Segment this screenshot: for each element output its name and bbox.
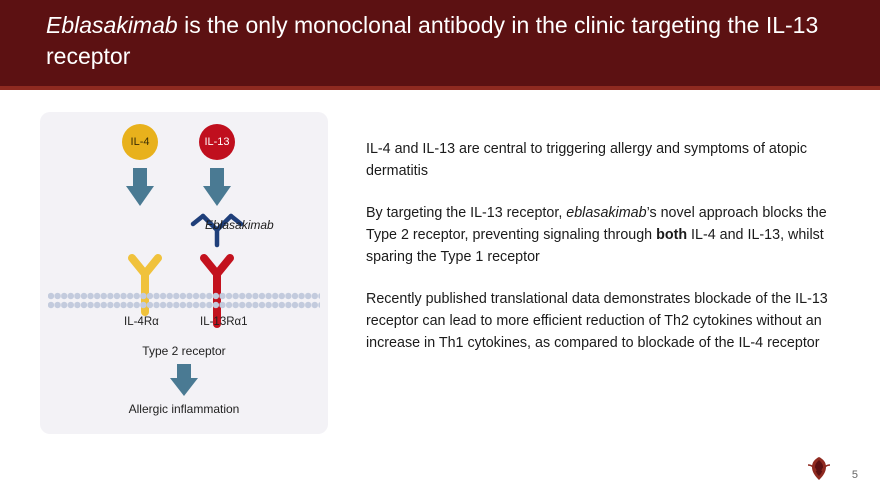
membrane-lipid-row-bottom (48, 301, 320, 310)
body-text-column (366, 138, 852, 354)
paragraph-2-segment-2: eblasakimab (566, 205, 647, 221)
paragraph-3-segment-1: Recently published translational data demonstrates blockade of the IL-13 receptor can lead to more efficient reduction of Th2 cytokines without an increase in Th1 cytokines, as compared to blockade of the IL-4 receptor (366, 291, 828, 351)
paragraph-1-segment-1: IL-4 and IL-13 are central to triggering allergy and symptoms of atopic dermatitis (366, 141, 808, 179)
receptor-il13ra1-label: IL-13Rα1 (200, 316, 248, 328)
paragraph-2-segment-3: ’s novel approach blocks the Type 2 receptor, preventing signaling through (366, 205, 827, 243)
cytokine-il4-chip: IL-4 (122, 124, 158, 160)
membrane-lipid-row-top (48, 292, 320, 301)
paragraph-2-segment-4: both (656, 227, 688, 243)
header-accent-rule (0, 86, 880, 90)
antibody-label: Eblasakimab (205, 218, 274, 232)
slide-title-italic: Eblasakimab (46, 12, 178, 38)
mechanism-diagram (40, 112, 328, 434)
paragraph-2-segment-5: IL-4 and IL-13, whilst sparing the Type 1 receptor (366, 227, 824, 265)
receptor-il4ra-label: IL-4Rα (124, 316, 159, 328)
mechanism-figure-panel (40, 112, 328, 434)
slide-title (46, 10, 836, 72)
arrow-outcome-down (170, 364, 198, 396)
cell-membrane (48, 292, 320, 310)
paragraph-3 (366, 288, 852, 354)
paragraph-2 (366, 202, 852, 268)
arrow-il4-down (126, 168, 154, 206)
slide-title-rest: is the only monoclonal antibody in the clinic targeting the IL-13 receptor (46, 12, 819, 69)
company-logo-icon (806, 455, 832, 483)
paragraph-2-segment-1: By targeting the IL-13 receptor, (366, 205, 567, 221)
receptor-il13ra1-icon (204, 258, 230, 324)
allergic-inflammation-label: Allergic inflammation (128, 402, 240, 416)
page-number: 5 (851, 469, 858, 481)
paragraph-1 (366, 138, 852, 182)
arrow-il13-down (203, 168, 231, 206)
cytokine-il13-chip: IL-13 (199, 124, 235, 160)
type2-receptor-label: Type 2 receptor (142, 344, 226, 358)
